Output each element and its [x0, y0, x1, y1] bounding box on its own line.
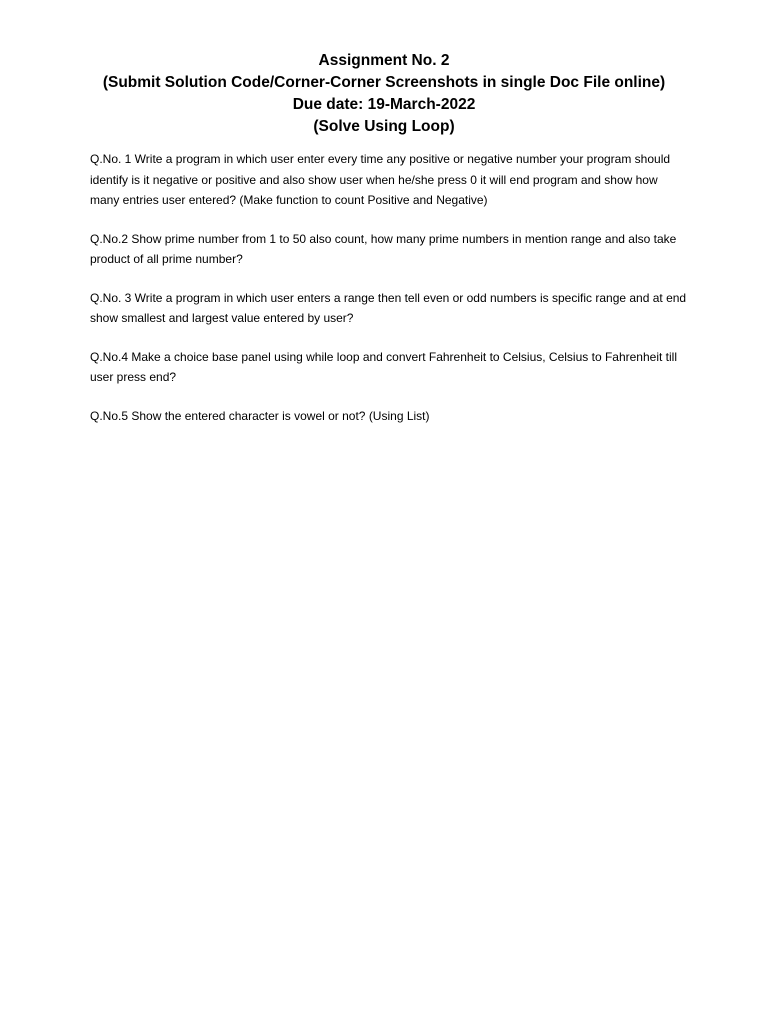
- question-1: Q.No. 1 Write a program in which user enter every time any positive or negative number your program should identify is it negative or positive and also show user when he/she press 0 it will end program and show how many entries user entered? (Make function to count Positive and Negative): [90, 152, 671, 207]
- submission-instructions: (Submit Solution Code/Corner-Corner Screenshots in single Doc File online): [102, 74, 666, 91]
- question-3: Q.No. 3 Write a program in which user enters a range then tell even or odd numbers is specific range and at end show smallest and largest value entered by user?: [90, 290, 687, 325]
- assignment-title: Assignment No. 2: [318, 52, 450, 69]
- question-5: Q.No.5 Show the entered character is vowel or not? (Using List): [90, 408, 430, 423]
- solve-instruction: (Solve Using Loop): [313, 118, 455, 135]
- question-2: Q.No.2 Show prime number from 1 to 50 also count, how many prime numbers in mention range and also take product of all prime number?: [90, 231, 677, 266]
- document-header: [0, 50, 768, 138]
- due-date: Due date: 19-March-2022: [292, 96, 476, 113]
- question-list: [90, 149, 690, 426]
- question-4: Q.No.4 Make a choice base panel using while loop and convert Fahrenheit to Celsius, Celsius to Fahrenheit till user press end?: [90, 349, 677, 384]
